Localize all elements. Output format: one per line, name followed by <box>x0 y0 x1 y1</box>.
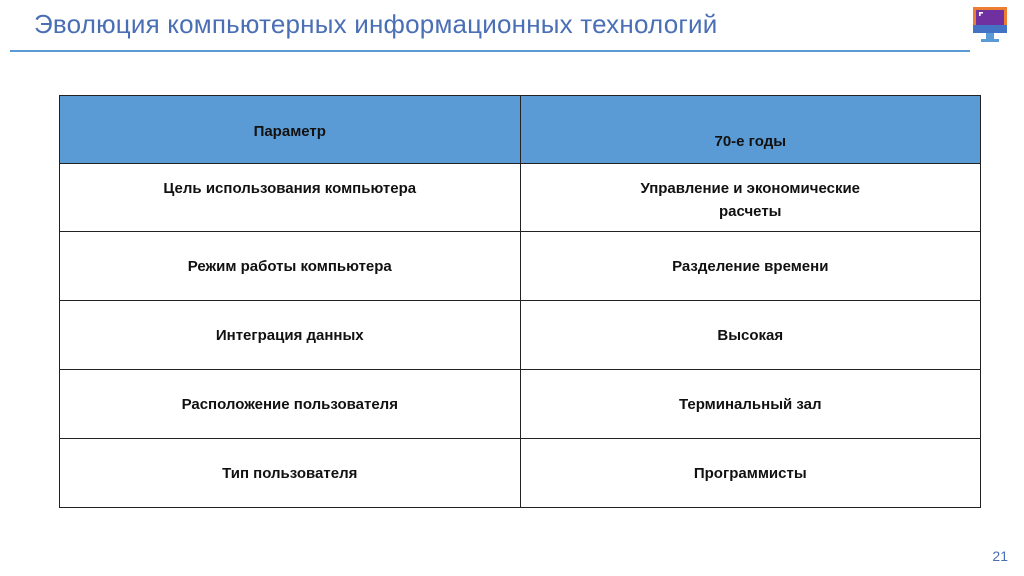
table-cell <box>520 164 980 232</box>
table-cell: Расположение пользователя <box>60 370 521 439</box>
table-header-row <box>60 96 981 164</box>
table-row <box>60 232 981 301</box>
table-cell <box>60 164 521 232</box>
table-cell: Тип пользователя <box>60 439 521 508</box>
table-cell: Режим работы компьютера <box>60 232 521 301</box>
table-cell: Терминальный зал <box>520 370 980 439</box>
table-cell: Разделение времени <box>520 232 980 301</box>
table-cell: Программисты <box>520 439 980 508</box>
column-header-parameter: Параметр <box>60 96 521 164</box>
comparison-table <box>59 95 981 508</box>
table-row <box>60 164 981 232</box>
cell-text: Цель использования компьютера <box>163 180 417 197</box>
computer-monitor-icon <box>970 6 1010 46</box>
table-row <box>60 370 981 439</box>
column-header-decade: 70-е годы <box>520 96 980 164</box>
slide-title: Эволюция компьютерных информационных технологий <box>34 9 718 39</box>
table-cell: Интеграция данных <box>60 301 521 370</box>
title-underline <box>10 50 970 52</box>
table-cell: Высокая <box>520 301 980 370</box>
table-row <box>60 439 981 508</box>
cell-text: Управление и экономические расчеты <box>640 180 861 220</box>
table-row <box>60 301 981 370</box>
page-number: 21 <box>992 548 1008 564</box>
